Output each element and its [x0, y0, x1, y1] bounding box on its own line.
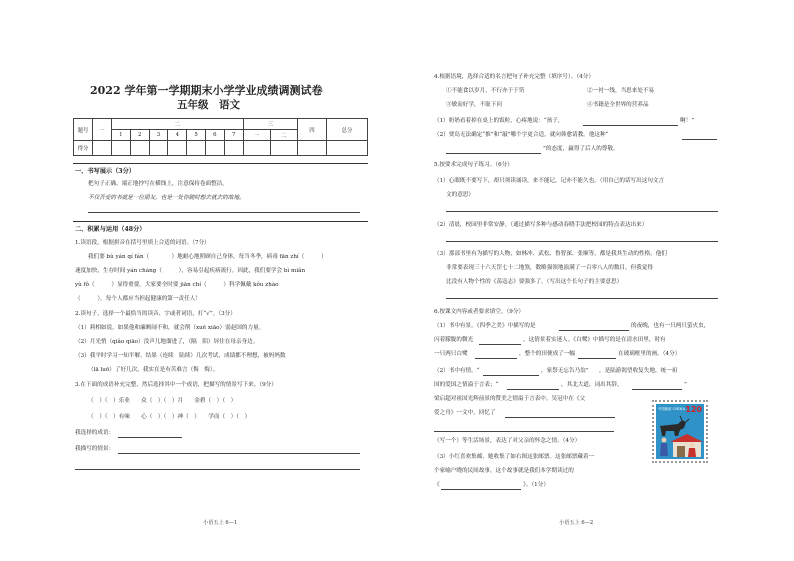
answer-line[interactable]: [682, 139, 717, 140]
q2-item: （3）我平时学习一知半解，结果（连续 陆续）几次考试，成绩都不理想，被妈妈数: [75, 353, 286, 359]
q6-item: 《: [434, 482, 440, 488]
q1-line: yù fǒ（ ）显得重要。大家要全时要 jiān chí（ ）科学佩戴 kǒu zhào: [75, 282, 279, 288]
q5-item: 文的意思）: [446, 192, 474, 198]
q2-prompt: 2.读句子，选择一个最恰当的读音、字或者词语，打“√”。（3分）: [75, 311, 236, 317]
answer-line[interactable]: [446, 153, 541, 154]
answer-line[interactable]: [446, 211, 718, 212]
stamp-country: 中国邮政 CHINA: [658, 407, 685, 411]
stamp-illustration: [656, 404, 704, 459]
q4-item-end: 啊！”: [680, 118, 695, 124]
q4-item: （1）奶奶看着掉在桌上的饭粒，心疼地说：“孩子，: [434, 118, 564, 124]
q6-item: （3）小红喜欢集邮，她收集了如右图这张邮票。这张邮票藏着一: [434, 454, 595, 460]
section-divider: [73, 221, 368, 222]
score-sub: 7: [224, 130, 243, 141]
score-cell[interactable]: [130, 141, 149, 156]
q3-prompt: 3.在下面的成语补充完整，然后选择其中一个成语，把描写的情景写下来。（9分）: [75, 382, 277, 388]
q5-item: （3）那部书里有为描写的人物，如林冲、武松、鲁智深、张顺等，都是我其生动的性格，他们: [434, 251, 667, 257]
q6-item: ，是陆游渴望收复失地，统一祖: [599, 368, 678, 374]
q4-option: ①不能食以岁月，不行亦于于笥: [446, 88, 525, 94]
q6-item: 爱之舟》一文中，回忆了: [434, 410, 496, 416]
answer-line[interactable]: [632, 389, 682, 390]
answer-line[interactable]: [578, 358, 616, 359]
page-footer: 小语五上 6—2: [559, 520, 594, 526]
q3-scene-label: 我描写的情景：: [75, 446, 115, 452]
q5-item: 比没有人物个性的《荡寇志》要强多了。（写出这个长句子的主要意思）: [446, 279, 623, 285]
score-sub: 3: [149, 130, 168, 141]
score-cell[interactable]: [187, 141, 206, 156]
score-table: [73, 118, 368, 156]
stamp-image: [656, 404, 704, 459]
score-sub: 一: [243, 130, 270, 141]
score-label-tihao: 题号: [74, 119, 93, 141]
q6-item: 在玻璃框里的画。（4分）: [618, 351, 681, 357]
exam-subtitle: 五年级 语文: [177, 99, 240, 111]
q1-prompt: 1.读语段，根据拼音在括号里填上合适的词语。（7分）: [75, 240, 210, 246]
answer-line[interactable]: [583, 125, 678, 126]
score-sub: 1: [112, 130, 131, 141]
score-cell[interactable]: [327, 141, 368, 156]
q4-item: （2）贾岛无法确定“推”和“敲”哪个字更合适，就向韩愈请教。他这种“: [434, 132, 609, 138]
q2-item: （lā luō）了好几次，我实在是有苦难言（悔 悔）。: [88, 367, 219, 373]
q2-item: （1）莉相如说，如果他和廉颇闹不和，就会削（xuē xiāo）弱赵国的力量。: [75, 325, 265, 331]
q6-item: ”: [684, 382, 687, 388]
q6-item: （写一个）等生活场景，表达了对父亲的怀念之情。（4分）: [434, 438, 581, 444]
q6-item: 梁启超对祖国光辉前景的赞美之情溢于言表中。吴冠中在《父: [434, 396, 586, 402]
stamp-value: 120: [685, 405, 702, 414]
section-divider: [73, 163, 368, 164]
q5-item: （1）心眼既不要写下，却只须读诵读，来不能记，记亦不能久也。（用自己的话写出这句文言: [434, 178, 665, 184]
answer-line[interactable]: [483, 375, 539, 376]
score-cell[interactable]: [112, 141, 131, 156]
q3-idiom-row: （ ）（ ）有味 心（ ）（ ）神（ ） 学而（ ）（ ）: [88, 414, 251, 420]
q6-item: 的夜晚，也有一只两只萤火虫，: [631, 323, 710, 329]
q3-idiom-row: （ ）（ ）乐业 众（ ）（ ）月 金碧（ ）（ ）: [88, 398, 237, 404]
section1-heading: 一、书写展示（3分）: [75, 168, 135, 175]
score-cell[interactable]: [298, 141, 327, 156]
q5-prompt: 5.按要求完成句子练习。（6分）: [434, 162, 513, 168]
q4-option: ④书籍是全世界的营养品: [587, 102, 649, 108]
score-col-one: 一: [93, 119, 112, 141]
answer-line[interactable]: [441, 489, 521, 490]
q1-line: （ ），每个人都应当担起健康的第一责任人！: [75, 296, 201, 302]
answer-line[interactable]: [559, 330, 629, 331]
score-cell[interactable]: [168, 141, 187, 156]
answer-line[interactable]: [475, 358, 517, 359]
score-col-three: 三: [243, 119, 297, 130]
q4-option: ③敏而好学，不耻下问: [446, 102, 502, 108]
q4-item-end: ”的态度，赢得了后人的尊敬。: [543, 146, 619, 152]
q6-item: ，其北大道，词出其辞，: [561, 382, 623, 388]
section1-instruction: 把句子正确、端正地抄写在横线上，注意保持卷面整洁。: [88, 181, 228, 187]
score-sub: 2: [130, 130, 149, 141]
score-col-total: 总分: [327, 119, 368, 141]
answer-line[interactable]: [446, 298, 718, 299]
exam-title: 2022 学年第一学期期末小学学业成绩调测试卷: [90, 84, 323, 97]
score-col-two: 二: [112, 119, 244, 130]
q4-prompt: 4.根据语境，选择合适的名言把句子补充完整（填序号）。（4分）: [434, 74, 594, 80]
answer-line[interactable]: [505, 417, 615, 418]
score-label-defen: 得分: [74, 141, 93, 156]
q6-item: 一只两只白鹭: [434, 351, 468, 357]
page-footer: 小语五上 6—1: [203, 520, 238, 526]
q3-chosen-idiom-label: 我选择的成语：: [75, 430, 115, 436]
q6-item: ，家祭无忘告乃翁”: [541, 368, 589, 374]
answer-line[interactable]: [446, 241, 718, 242]
q5-item: （2）清晨，校园里非常安静。（通过描写多种与感动春晓手法把校园的特点表达出来）: [434, 222, 648, 228]
q1-line: 我们要 bù yán qí fán（ ）地耐心地照顾自己身体，每当冬季，病毒 fān zhí（ ）: [88, 254, 327, 260]
right-page: [397, 0, 794, 561]
q4-option: ②一衬一线，当思来处不易: [587, 88, 655, 94]
answer-line[interactable]: [507, 389, 559, 390]
score-sub: 二: [270, 130, 297, 141]
answer-line[interactable]: [434, 431, 614, 432]
section1-copy-text: 不仅吾爱的书就是一位朋友，也是一处你随时想去就去的故地。: [88, 195, 245, 201]
q6-item: 闪着朦胧的微光: [434, 337, 474, 343]
answer-line[interactable]: [479, 344, 521, 345]
q6-item: ，整个的田便成了一幅: [519, 351, 575, 357]
q2-item: （2）月光悄（qiǎo qiāo）没声儿地溜进了，（隔 陌）屏住在母亲身边。: [75, 339, 259, 345]
score-cell[interactable]: [93, 141, 112, 156]
score-sub: 6: [205, 130, 224, 141]
q5-item: 非常要表现三十六天罡七十二地煞，数略强领地演满了一百零八人的数目，但我觉得: [446, 265, 653, 271]
answer-line[interactable]: [118, 453, 360, 454]
score-cell[interactable]: [205, 141, 224, 156]
score-sub: 5: [187, 130, 206, 141]
section2-heading: 二、积累与运用（48分）: [75, 226, 146, 233]
score-sub: 4: [168, 130, 187, 141]
answer-line[interactable]: [75, 469, 360, 470]
answer-line[interactable]: [118, 437, 182, 438]
score-cell[interactable]: [243, 141, 270, 156]
postage-stamp: [652, 400, 708, 463]
q6-item: （1）书中有景。《四季之美》中描写的是: [434, 323, 536, 329]
q6-prompt: 6.按课文内容或者要求填空。（9分）: [434, 309, 525, 315]
score-cell[interactable]: [224, 141, 243, 156]
q1-line: 速度加快，生存时间 yán cháng（ ），容易引起疾病流行。因此，我们要学会 bì miǎn: [75, 268, 306, 274]
q6-item: 个家喻户晓的民间故事，这个故事就是我们本学期读过的: [434, 468, 574, 474]
score-cell[interactable]: [270, 141, 297, 156]
q6-item: 》。（1分）: [523, 482, 549, 488]
handwriting-line[interactable]: [88, 212, 360, 213]
q6-item: （2）书中有情。“: [434, 368, 480, 374]
score-cell[interactable]: [149, 141, 168, 156]
q6-item: ，这情景着实迷人。《白鹭》中描写的是在清水田里，时有: [523, 337, 666, 343]
q6-item: 国的爱国之情溢于言表；“: [434, 382, 499, 388]
score-col-four: 四: [298, 119, 327, 141]
